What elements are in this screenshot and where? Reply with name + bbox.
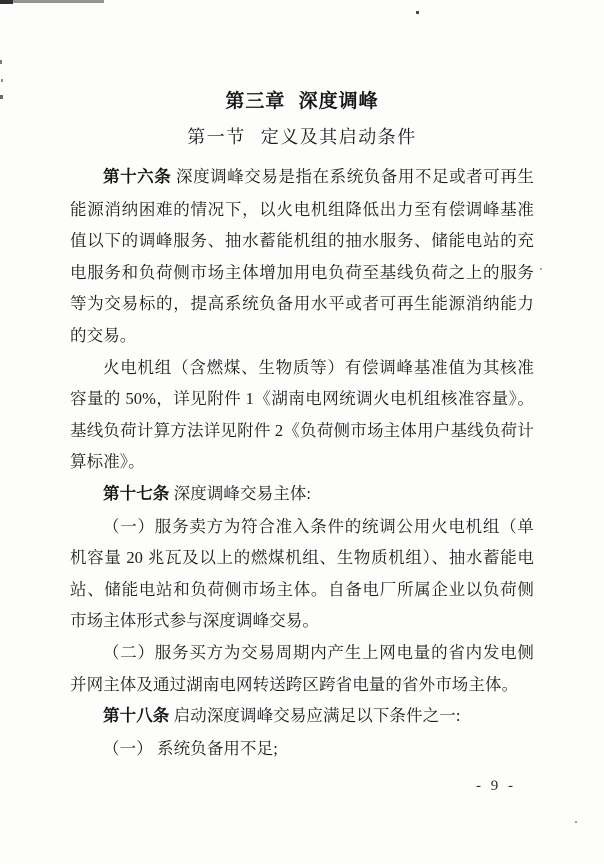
paragraph-article-16-benchmark <box>70 352 534 478</box>
paragraph-article-17-item-2 <box>70 637 534 700</box>
paragraph-article-18-item-1 <box>70 733 534 765</box>
article-17-item-2-text: （二）服务买方为交易周期内产生上网电量的省内发电侧并网主体及通过湖南电网转送跨区跨省电量的省外市场主体。 <box>70 642 534 694</box>
article-16-benchmark-text: 火电机组（含燃煤、生物质等）有偿调峰基准值为其核准容量的 50%，详见附件 1《湖南电网统调火电机组核准容量》。基线负荷计算方法详见附件 2《负荷侧市场主体用户基线负荷计算标准》。 <box>70 357 534 472</box>
paragraph-article-18 <box>70 700 534 733</box>
scan-artifact-speck <box>1 79 3 82</box>
article-16-lead: 第十六条 <box>103 168 172 186</box>
document-content <box>70 88 534 764</box>
article-17-lead: 第十七条 <box>103 484 170 503</box>
article-17-text: 深度调峰交易主体: <box>169 483 312 503</box>
scan-artifact-speck <box>0 60 2 64</box>
article-18-text: 启动深度调峰交易应满足以下条件之一: <box>169 706 461 726</box>
scan-artifact-speck <box>540 268 542 270</box>
article-18-item-1-text: （一） 系统负备用不足; <box>103 738 278 758</box>
article-16-text: 深度调峰交易是指在系统负备用不足或者可再生能源消纳困难的情况下，以火电机组降低出力至有偿调峰基准值以下的调峰服务、抽水蓄能机组的抽水服务、储能电站的充电服务和负荷侧市场主体增加用电负荷至基线负荷之上的服务等为交易标的，提高系统负备用水平或者可再生能源消纳能力的交易。 <box>70 167 535 345</box>
scan-artifact-top-bar <box>0 0 104 3</box>
scan-artifact-speck <box>575 821 577 823</box>
scan-artifact-speck <box>416 11 419 14</box>
paragraph-article-17-item-1 <box>70 511 534 637</box>
section-heading: 第一节 定义及其启动条件 <box>187 127 417 147</box>
article-17-item-1-text: （一）服务卖方为符合准入条件的统调公用火电机组（单机容量 20 兆瓦及以上的燃煤机组、生物质机组）、抽水蓄能电站、储能电站和负荷侧市场主体。自备电厂所属企业以负荷侧市场主体形式参与深度调峰交易。 <box>70 516 534 631</box>
paragraph-article-16 <box>70 161 534 352</box>
chapter-heading: 第三章 深度调峰 <box>225 91 379 112</box>
article-18-lead: 第十八条 <box>103 707 170 726</box>
scan-artifact-top-dark <box>0 0 13 4</box>
paragraph-article-17 <box>70 478 534 511</box>
scan-artifact-speck <box>0 95 3 99</box>
page-number: - 9 - <box>476 778 516 794</box>
document-body <box>70 161 534 764</box>
